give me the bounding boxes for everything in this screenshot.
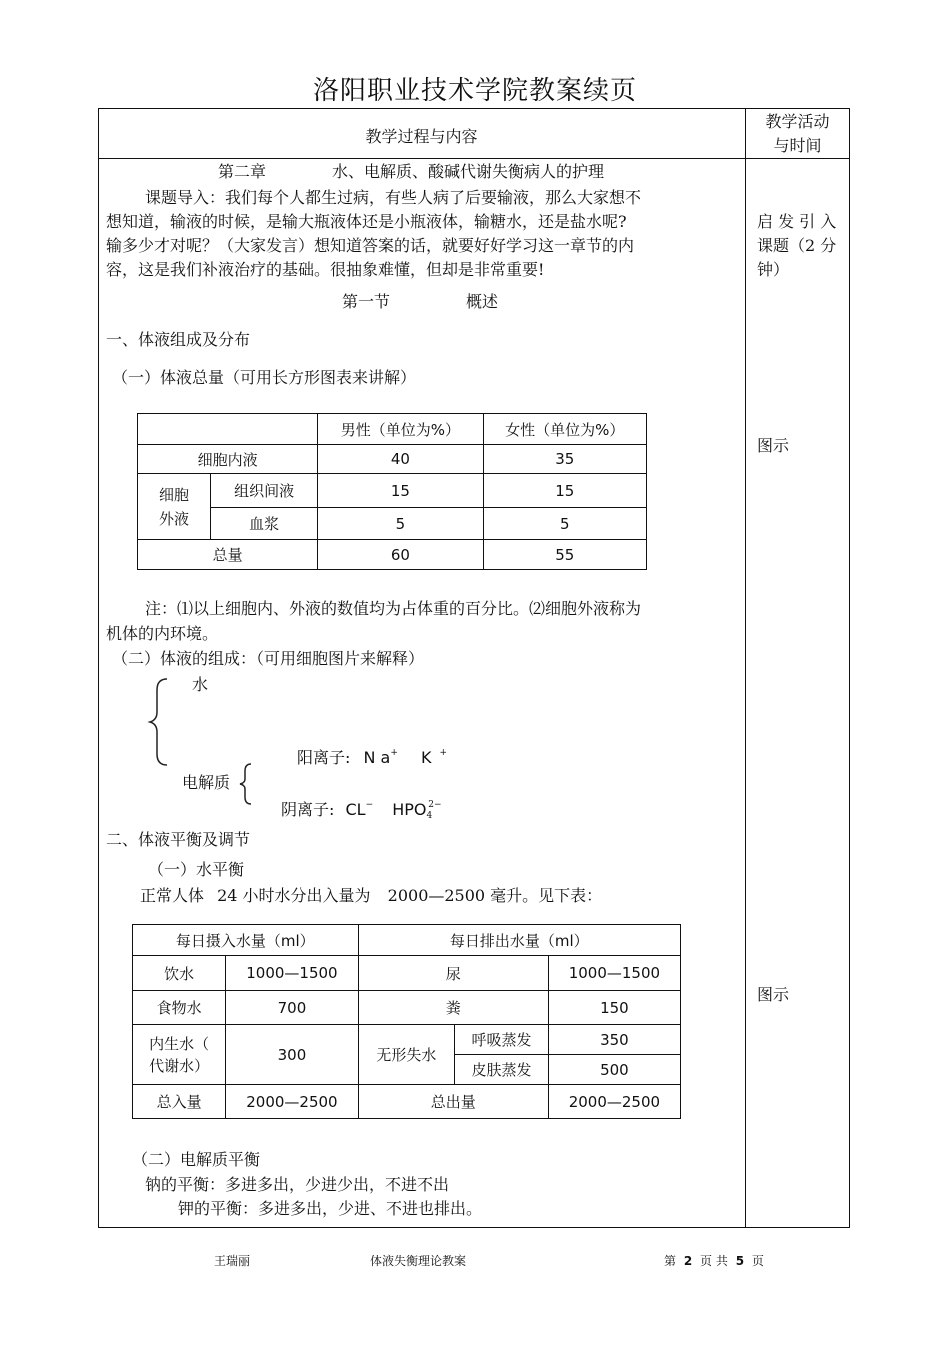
part3-sub2: （二）电解质平衡 xyxy=(132,1150,261,1169)
phosphate-subscript: 4 xyxy=(426,811,433,821)
side-intro-note xyxy=(757,210,845,282)
table2-feces-value: 150 xyxy=(548,991,680,1025)
table2-total-in-value: 2000—2500 xyxy=(226,1085,358,1119)
table2-total-in: 总入量 xyxy=(133,1085,226,1119)
table1-extracellular-line2: 外液 xyxy=(159,509,190,528)
footer-page-mid: 页 共 xyxy=(700,1254,728,1268)
table1-extracellular-line1: 细胞 xyxy=(159,485,190,504)
phosphate-ion: HPO xyxy=(392,800,427,819)
phosphate-charge: 2− xyxy=(428,800,442,810)
intro-line-3: 输多少才对呢？（大家发言）想知道答案的话，就要好好学习这一章节的内 xyxy=(106,236,635,255)
table2-skin-value: 500 xyxy=(548,1055,680,1085)
potassium-balance: 钾的平衡：多进多出，少进、不进也排出。 xyxy=(178,1199,483,1218)
part2-sub1: （一）水平衡 xyxy=(148,860,245,879)
footer-page-number: 2 xyxy=(683,1254,693,1268)
table2-breath-value: 350 xyxy=(548,1025,680,1055)
sodium-charge: + xyxy=(390,748,398,758)
table1-plasma-male: 5 xyxy=(318,508,483,540)
electrolyte-brace xyxy=(236,762,254,806)
footer-page-prefix: 第 xyxy=(664,1254,677,1268)
footer-page xyxy=(664,1252,764,1269)
table2-skin: 皮肤蒸发 xyxy=(455,1055,549,1085)
table2-drink: 饮水 xyxy=(133,956,226,991)
intro-line-1: 课题导入：我们每个人都生过病，有些人病了后要输液，那么大家想不 xyxy=(145,188,642,207)
part2-heading: 二、体液平衡及调节 xyxy=(106,830,251,849)
header-content-label: 教学过程与内容 xyxy=(365,127,478,146)
chapter-number: 第二章 xyxy=(218,162,267,181)
page-title: 洛阳职业技术学院教案续页 xyxy=(312,76,637,106)
table2-total-out-value: 2000—2500 xyxy=(548,1085,680,1119)
table1-corner xyxy=(138,414,318,445)
table1-total: 总量 xyxy=(138,540,318,570)
table1-head-female: 女性（单位为%） xyxy=(483,414,646,445)
table2-urine: 尿 xyxy=(358,956,548,991)
table1-inter-female: 15 xyxy=(483,474,646,508)
side-figure-note-2: 图示 xyxy=(757,985,790,1004)
table2-total-out: 总出量 xyxy=(358,1085,548,1119)
table1-intra-male: 40 xyxy=(318,445,483,474)
footer-page-total: 5 xyxy=(735,1254,745,1268)
column-divider xyxy=(745,108,746,1228)
table1-interstitial: 组织间液 xyxy=(211,474,318,508)
table1-total-male: 60 xyxy=(318,540,483,570)
table1-intra-female: 35 xyxy=(483,445,646,474)
water-label: 水 xyxy=(192,675,209,694)
side-intro-line3: 钟） xyxy=(757,260,790,279)
table1-plasma: 血浆 xyxy=(211,508,318,540)
chloride-ion: CL xyxy=(345,800,366,819)
section-number: 第一节 xyxy=(342,292,391,311)
part1-sub1: （一）体液总量（可用长方形图表来讲解） xyxy=(112,368,417,387)
table2-metabolic-value: 300 xyxy=(226,1025,358,1085)
table1-extracellular xyxy=(138,474,211,540)
cation-row xyxy=(297,746,447,773)
table2-intake-head: 每日摄入水量（ml） xyxy=(133,925,359,956)
anion-label: 阴离子: xyxy=(281,800,335,819)
header-divider xyxy=(98,158,850,159)
footer-author: 王瑞丽 xyxy=(214,1254,251,1268)
part1-sub2: （二）体液的组成：（可用细胞图片来解释） xyxy=(112,649,425,668)
table2-output-head: 每日排出水量（ml） xyxy=(358,925,680,956)
section-title: 概述 xyxy=(466,292,499,311)
body-fluid-table xyxy=(137,413,647,570)
sentence-part-a: 正常人体 xyxy=(140,886,205,905)
cation-label: 阳离子: xyxy=(297,748,351,767)
table2-metabolic-line2: 代谢水） xyxy=(149,1056,210,1075)
footer-page-suffix: 页 xyxy=(751,1254,764,1268)
table2-metabolic xyxy=(133,1025,226,1085)
water-balance-sentence xyxy=(140,884,602,908)
header-activity-line1: 教学活动 xyxy=(765,112,830,131)
note-line-2: 机体的内环境。 xyxy=(106,624,219,643)
table2-breath: 呼吸蒸发 xyxy=(455,1025,549,1055)
side-figure-note-1: 图示 xyxy=(757,436,790,455)
side-intro-line1: 启 发 引 入 xyxy=(757,212,837,231)
sodium-balance: 钠的平衡：多进多出，少进少出，不进不出 xyxy=(145,1175,450,1194)
table2-urine-value: 1000—1500 xyxy=(548,956,680,991)
chapter-title: 水、电解质、酸碱代谢失衡病人的护理 xyxy=(332,162,605,181)
table2-drink-value: 1000—1500 xyxy=(226,956,358,991)
table1-head-male: 男性（单位为%） xyxy=(318,414,483,445)
potassium-charge: + xyxy=(439,748,448,758)
table2-insensible: 无形失水 xyxy=(358,1025,455,1085)
table1-inter-male: 15 xyxy=(318,474,483,508)
note-line-1: 注：⑴以上细胞内、外液的数值均为占体重的百分比。⑵细胞外液称为 xyxy=(145,599,642,618)
table2-food-value: 700 xyxy=(226,991,358,1025)
electrolyte-label: 电解质 xyxy=(182,773,231,792)
header-activity-label xyxy=(745,110,850,158)
sodium-ion: N a xyxy=(363,748,391,767)
table1-plasma-female: 5 xyxy=(483,508,646,540)
part1-heading: 一、体液组成及分布 xyxy=(106,330,251,349)
composition-brace xyxy=(145,676,175,768)
table2-feces: 粪 xyxy=(358,991,548,1025)
table1-total-female: 55 xyxy=(483,540,646,570)
side-intro-line2: 课题（2 分 xyxy=(757,236,837,255)
table2-metabolic-line1: 内生水（ xyxy=(149,1034,210,1053)
intro-line-2: 想知道，输液的时候，是输大瓶液体还是小瓶液体，输糖水，还是盐水呢? xyxy=(106,212,627,231)
footer-document: 体液失衡理论教案 xyxy=(370,1254,467,1268)
water-balance-table xyxy=(132,924,681,1119)
intro-line-4: 容，这是我们补液治疗的基础。很抽象难懂，但却是非常重要! xyxy=(106,260,545,279)
sentence-part-c: 2000—2500 毫升。见下表： xyxy=(387,886,603,905)
chloride-charge: − xyxy=(365,800,374,810)
table2-food: 食物水 xyxy=(133,991,226,1025)
potassium-ion: K xyxy=(421,748,432,767)
table1-intracellular: 细胞内液 xyxy=(138,445,318,474)
sentence-part-b: 24 小时水分出入量为 xyxy=(217,886,371,905)
anion-row xyxy=(281,798,442,825)
header-activity-line2: 与时间 xyxy=(773,136,822,155)
